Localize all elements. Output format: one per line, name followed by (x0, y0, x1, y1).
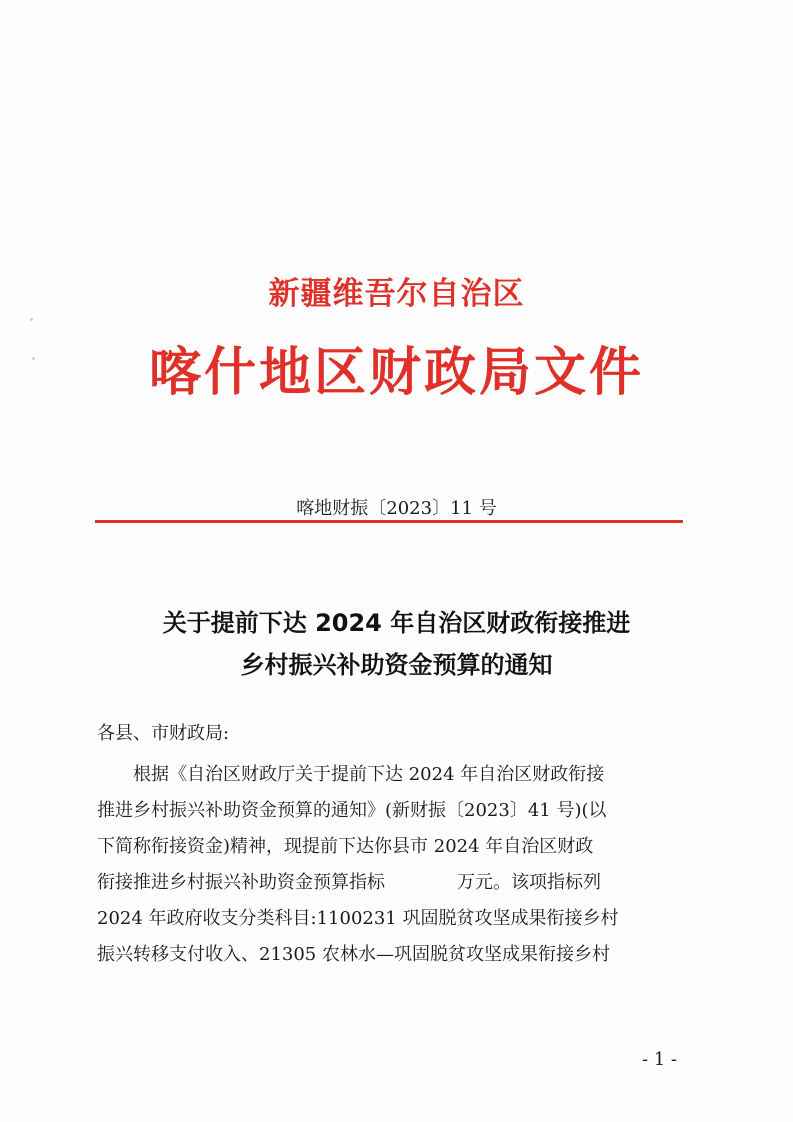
page-number: - 1 - (641, 1049, 677, 1070)
body-line-1: 根据《自治区财政厅关于提前下达 2024 年自治区财政衔接 (97, 764, 605, 785)
body-line-4: 衔接推进乡村振兴补助资金预算指标 万元。该项指标列 (97, 872, 601, 893)
body-line-5: 2024 年政府收支分类科目:1100231 巩固脱贫攻坚成果衔接乡村 (97, 908, 619, 929)
scan-speck (30, 318, 33, 321)
document-number: 喀地财振〔2023〕11 号 (296, 498, 497, 519)
body-line-6: 振兴转移支付收入、21305 农林水—巩固脱贫攻坚成果衔接乡村 (97, 944, 610, 965)
document-title-line2: 乡村振兴补助资金预算的通知 (240, 651, 553, 679)
salutation: 各县、市财政局: (97, 723, 230, 744)
issuer-region: 新疆维吾尔自治区 (268, 276, 525, 312)
document-title-line1: 关于提前下达 2024 年自治区财政衔接推进 (162, 609, 631, 637)
body-line-3: 下简称衔接资金)精神，现提前下达你县市 2024 年自治区财政 (97, 836, 594, 857)
body-line-2: 推进乡村振兴补助资金预算的通知》(新财振〔2023〕41 号)(以 (97, 800, 607, 821)
issuer-title: 喀什地区财政局文件 (148, 343, 644, 403)
red-divider (95, 520, 683, 523)
